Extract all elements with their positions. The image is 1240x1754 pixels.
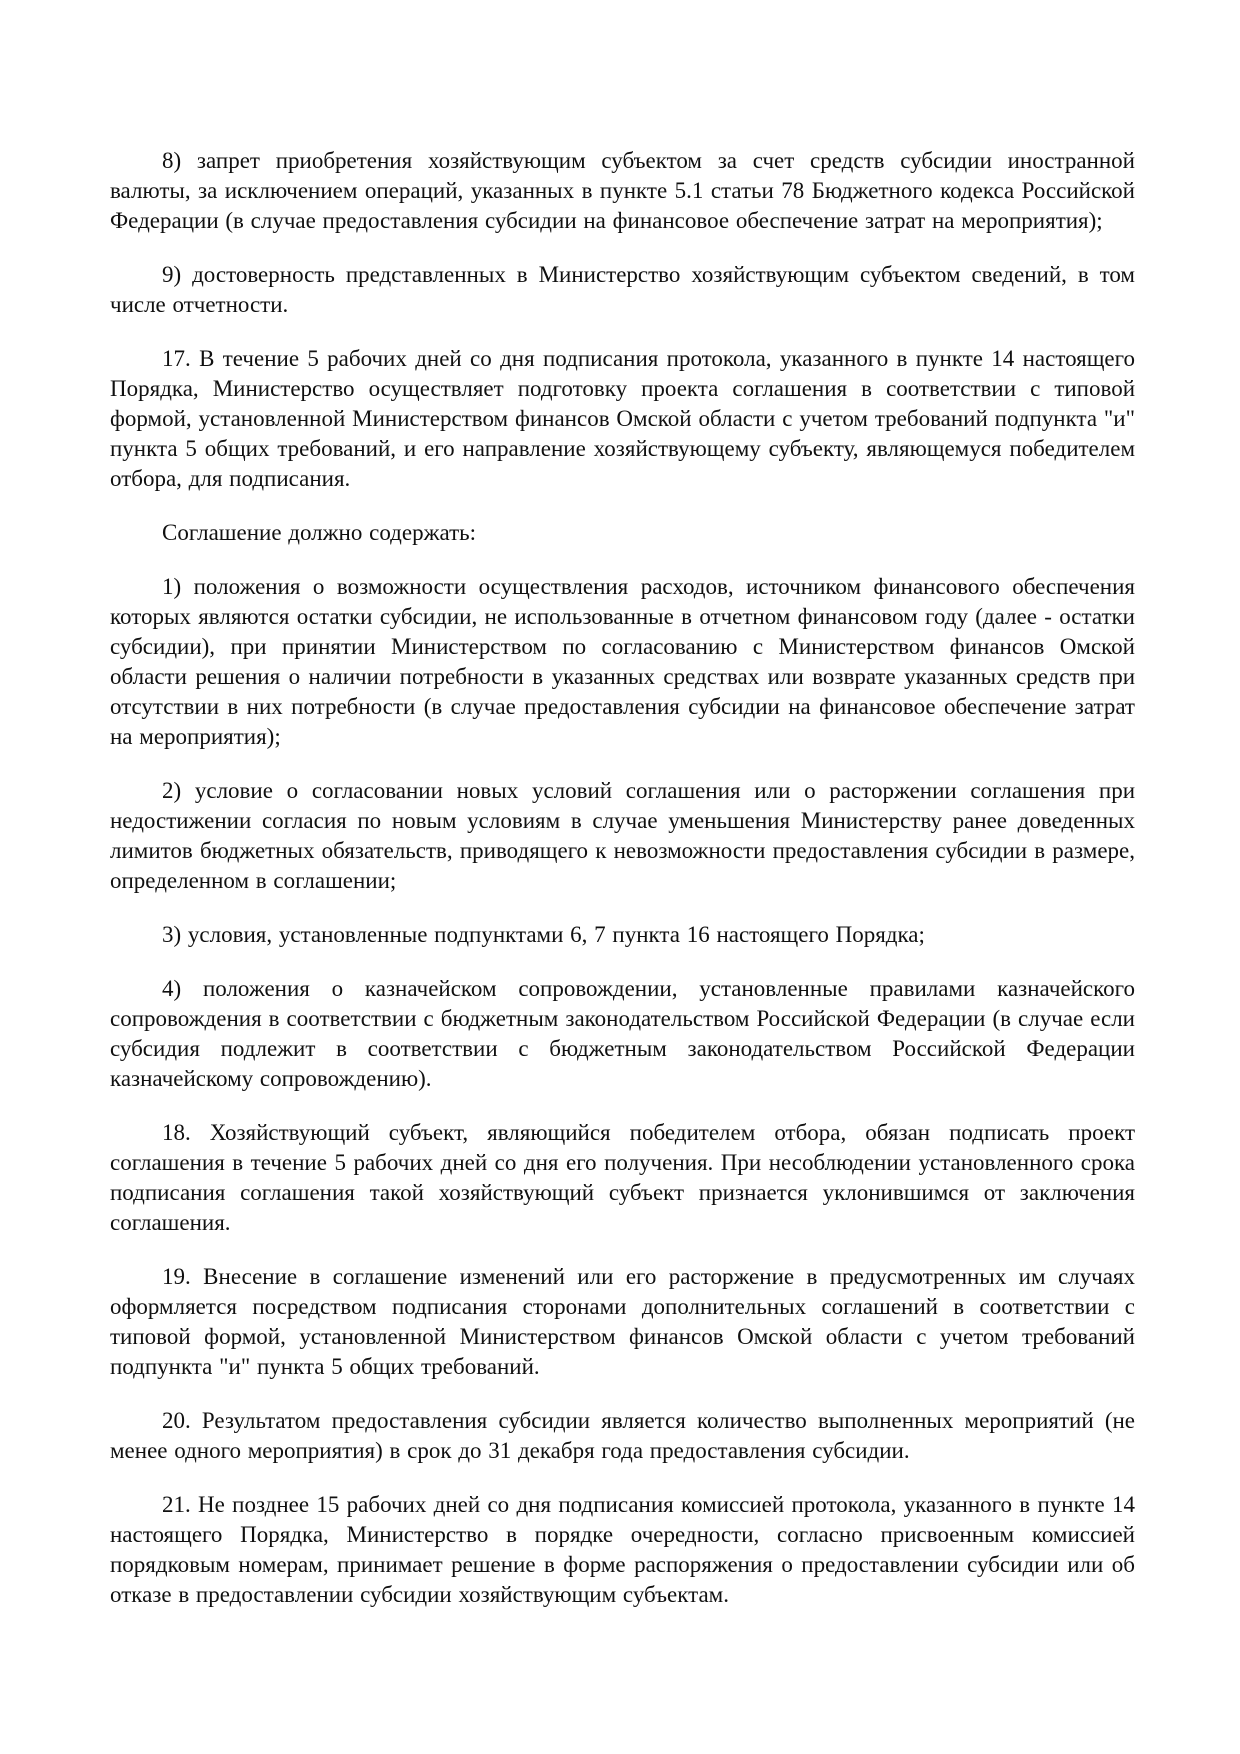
agreement-item-4: 4) положения о казначейском сопровождении, установленные правилами казначейского сопровождения в соответствии с бюджетным законодательством Российской Федерации (в случае если субсидия подлежит в соответствии с бюджетным законодательством Российской Федерации казначейскому сопровождению).: [110, 976, 1135, 1091]
agreement-item-3: 3) условия, установленные подпунктами 6, 7 пункта 16 настоящего Порядка;: [162, 922, 925, 947]
clause-21: 21. Не позднее 15 рабочих дней со дня подписания комиссией протокола, указанного в пункте 14 настоящего Порядка, Министерство в порядке очередности, согласно присвоенным комиссией порядковым номерам, принимает решение в форме распоряжения о предоставлении субсидии или об отказе в предоставлении субсидии хозяйствующим субъектам.: [110, 1492, 1135, 1607]
clause-17: 17. В течение 5 рабочих дней со дня подписания протокола, указанного в пункте 14 настоящего Порядка, Министерство осуществляет подготовку проекта соглашения в соответствии с типовой формой, установленной Министерством финансов Омской области с учетом требований подпункта "и" пункта 5 общих требований, и его направление хозяйствующему субъекту, являющемуся победителем отбора, для подписания.: [110, 346, 1135, 491]
agreement-contents-intro: Соглашение должно содержать:: [162, 520, 477, 545]
clause-20: 20. Результатом предоставления субсидии является количество выполненных мероприятий (не менее одного мероприятия) в срок до 31 декабря года предоставления субсидии.: [110, 1408, 1135, 1463]
clause-9: 9) достоверность представленных в Министерство хозяйствующим субъектом сведений, в том числе отчетности.: [110, 262, 1135, 317]
agreement-item-1: 1) положения о возможности осуществления расходов, источником финансового обеспечения которых являются остатки субсидии, не использованные в отчетном финансовом году (далее - остатки субсидии), при принятии Министерством по согласованию с Министерством финансов Омской области решения о наличии потребности в указанных средствах или возврате указанных средств при отсутствии в них потребности (в случае предоставления субсидии на финансовое обеспечение затрат на мероприятия);: [110, 574, 1135, 749]
clause-18: 18. Хозяйствующий субъект, являющийся победителем отбора, обязан подписать проект соглашения в течение 5 рабочих дней со дня его получения. При несоблюдении установленного срока подписания соглашения такой хозяйствующий субъект признается уклонившимся от заключения соглашения.: [110, 1120, 1135, 1235]
clause-8: 8) запрет приобретения хозяйствующим субъектом за счет средств субсидии иностранной валюты, за исключением операций, указанных в пункте 5.1 статьи 78 Бюджетного кодекса Российской Федерации (в случае предоставления субсидии на финансовое обеспечение затрат на мероприятия);: [110, 148, 1135, 233]
clause-19: 19. Внесение в соглашение изменений или его расторжение в предусмотренных им случаях оформляется посредством подписания сторонами дополнительных соглашений в соответствии с типовой формой, установленной Министерством финансов Омской области с учетом требований подпункта "и" пункта 5 общих требований.: [110, 1264, 1135, 1379]
agreement-item-2: 2) условие о согласовании новых условий соглашения или о расторжении соглашения при недостижении согласия по новым условиям в случае уменьшения Министерству ранее доведенных лимитов бюджетных обязательств, приводящего к невозможности предоставления субсидии в размере, определенном в соглашении;: [110, 778, 1135, 893]
